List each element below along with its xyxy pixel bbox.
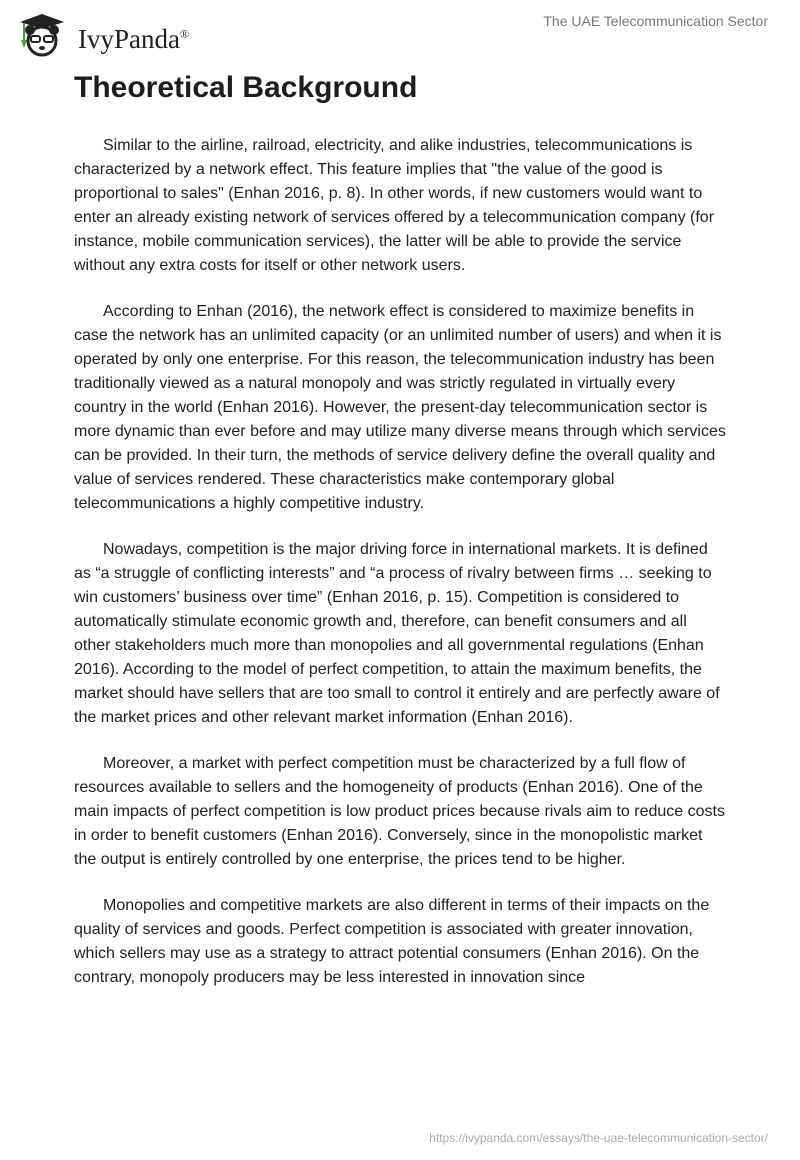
paragraph: Monopolies and competitive markets are also different in terms of their impacts on the quality of services and goods. Perfect competition is associated with greater innovation, which sellers may use as a strategy to attract potential consumers (Enhan 2016). On the contrary, monopoly producers may be less interested in innovation since xyxy=(74,897,710,986)
document-title: The UAE Telecommunication Sector xyxy=(543,13,768,29)
paragraph: Moreover, a market with perfect competition must be characterized by a full flow of resources available to sellers and the homogeneity of products (Enhan 2016). One of the main impacts of perfect competition is low product prices because rivals aim to reduce costs in order to benefit customers (Enhan 2016). Conversely, since in the monopolistic market the output is entirely controlled by one enterprise, the prices tend to be higher. xyxy=(74,755,725,868)
ivypanda-logo[interactable] xyxy=(16,10,189,58)
source-url[interactable]: https://ivypanda.com/essays/the-uae-telecommunication-sector/ xyxy=(429,1131,768,1145)
panda-graduate-icon xyxy=(16,10,76,58)
paragraph: Nowadays, competition is the major driving force in international markets. It is defined as “a struggle of conflicting interests” and “a process of rivalry between firms … seeking to win customers’ business over time” (Enhan 2016, p. 15). Competition is considered to automatically stimulate economic growth and, therefore, can benefit consumers and all other stakeholders much more than monopolies and all governmental regulations (Enhan 2016). According to the model of perfect competition, to attain the maximum benefits, the market should have sellers that are too small to control it entirely and are perfectly aware of the market prices and other relevant market information (Enhan 2016). xyxy=(74,541,720,726)
paragraph: According to Enhan (2016), the network effect is considered to maximize benefits in case the network has an unlimited capacity (or an unlimited number of users) and when it is operated by only one enterprise. For this reason, the telecommunication industry has been traditionally viewed as a natural monopoly and was strictly regulated in virtually every country in the world (Enhan 2016). However, the present-day telecommunication sector is more dynamic than ever before and may utilize many diverse means through which services can be provided. In their turn, the methods of service delivery define the overall quality and value of services rendered. These characteristics make contemporary global telecommunications a highly competitive industry. xyxy=(74,303,726,512)
section-heading: Theoretical Background xyxy=(74,71,418,104)
article-body xyxy=(74,134,726,1012)
paragraph: Similar to the airline, railroad, electricity, and alike industries, telecommunications is characterized by a network effect. This feature implies that "the value of the good is proportional to sales" (Enhan 2016, p. 8). In other words, if new customers would want to enter an already existing network of services offered by a telecommunication company (for instance, mobile communication services), the latter will be able to provide the service without any extra costs for itself or other network users. xyxy=(74,137,715,274)
logo-text: IvyPanda® xyxy=(78,23,190,54)
